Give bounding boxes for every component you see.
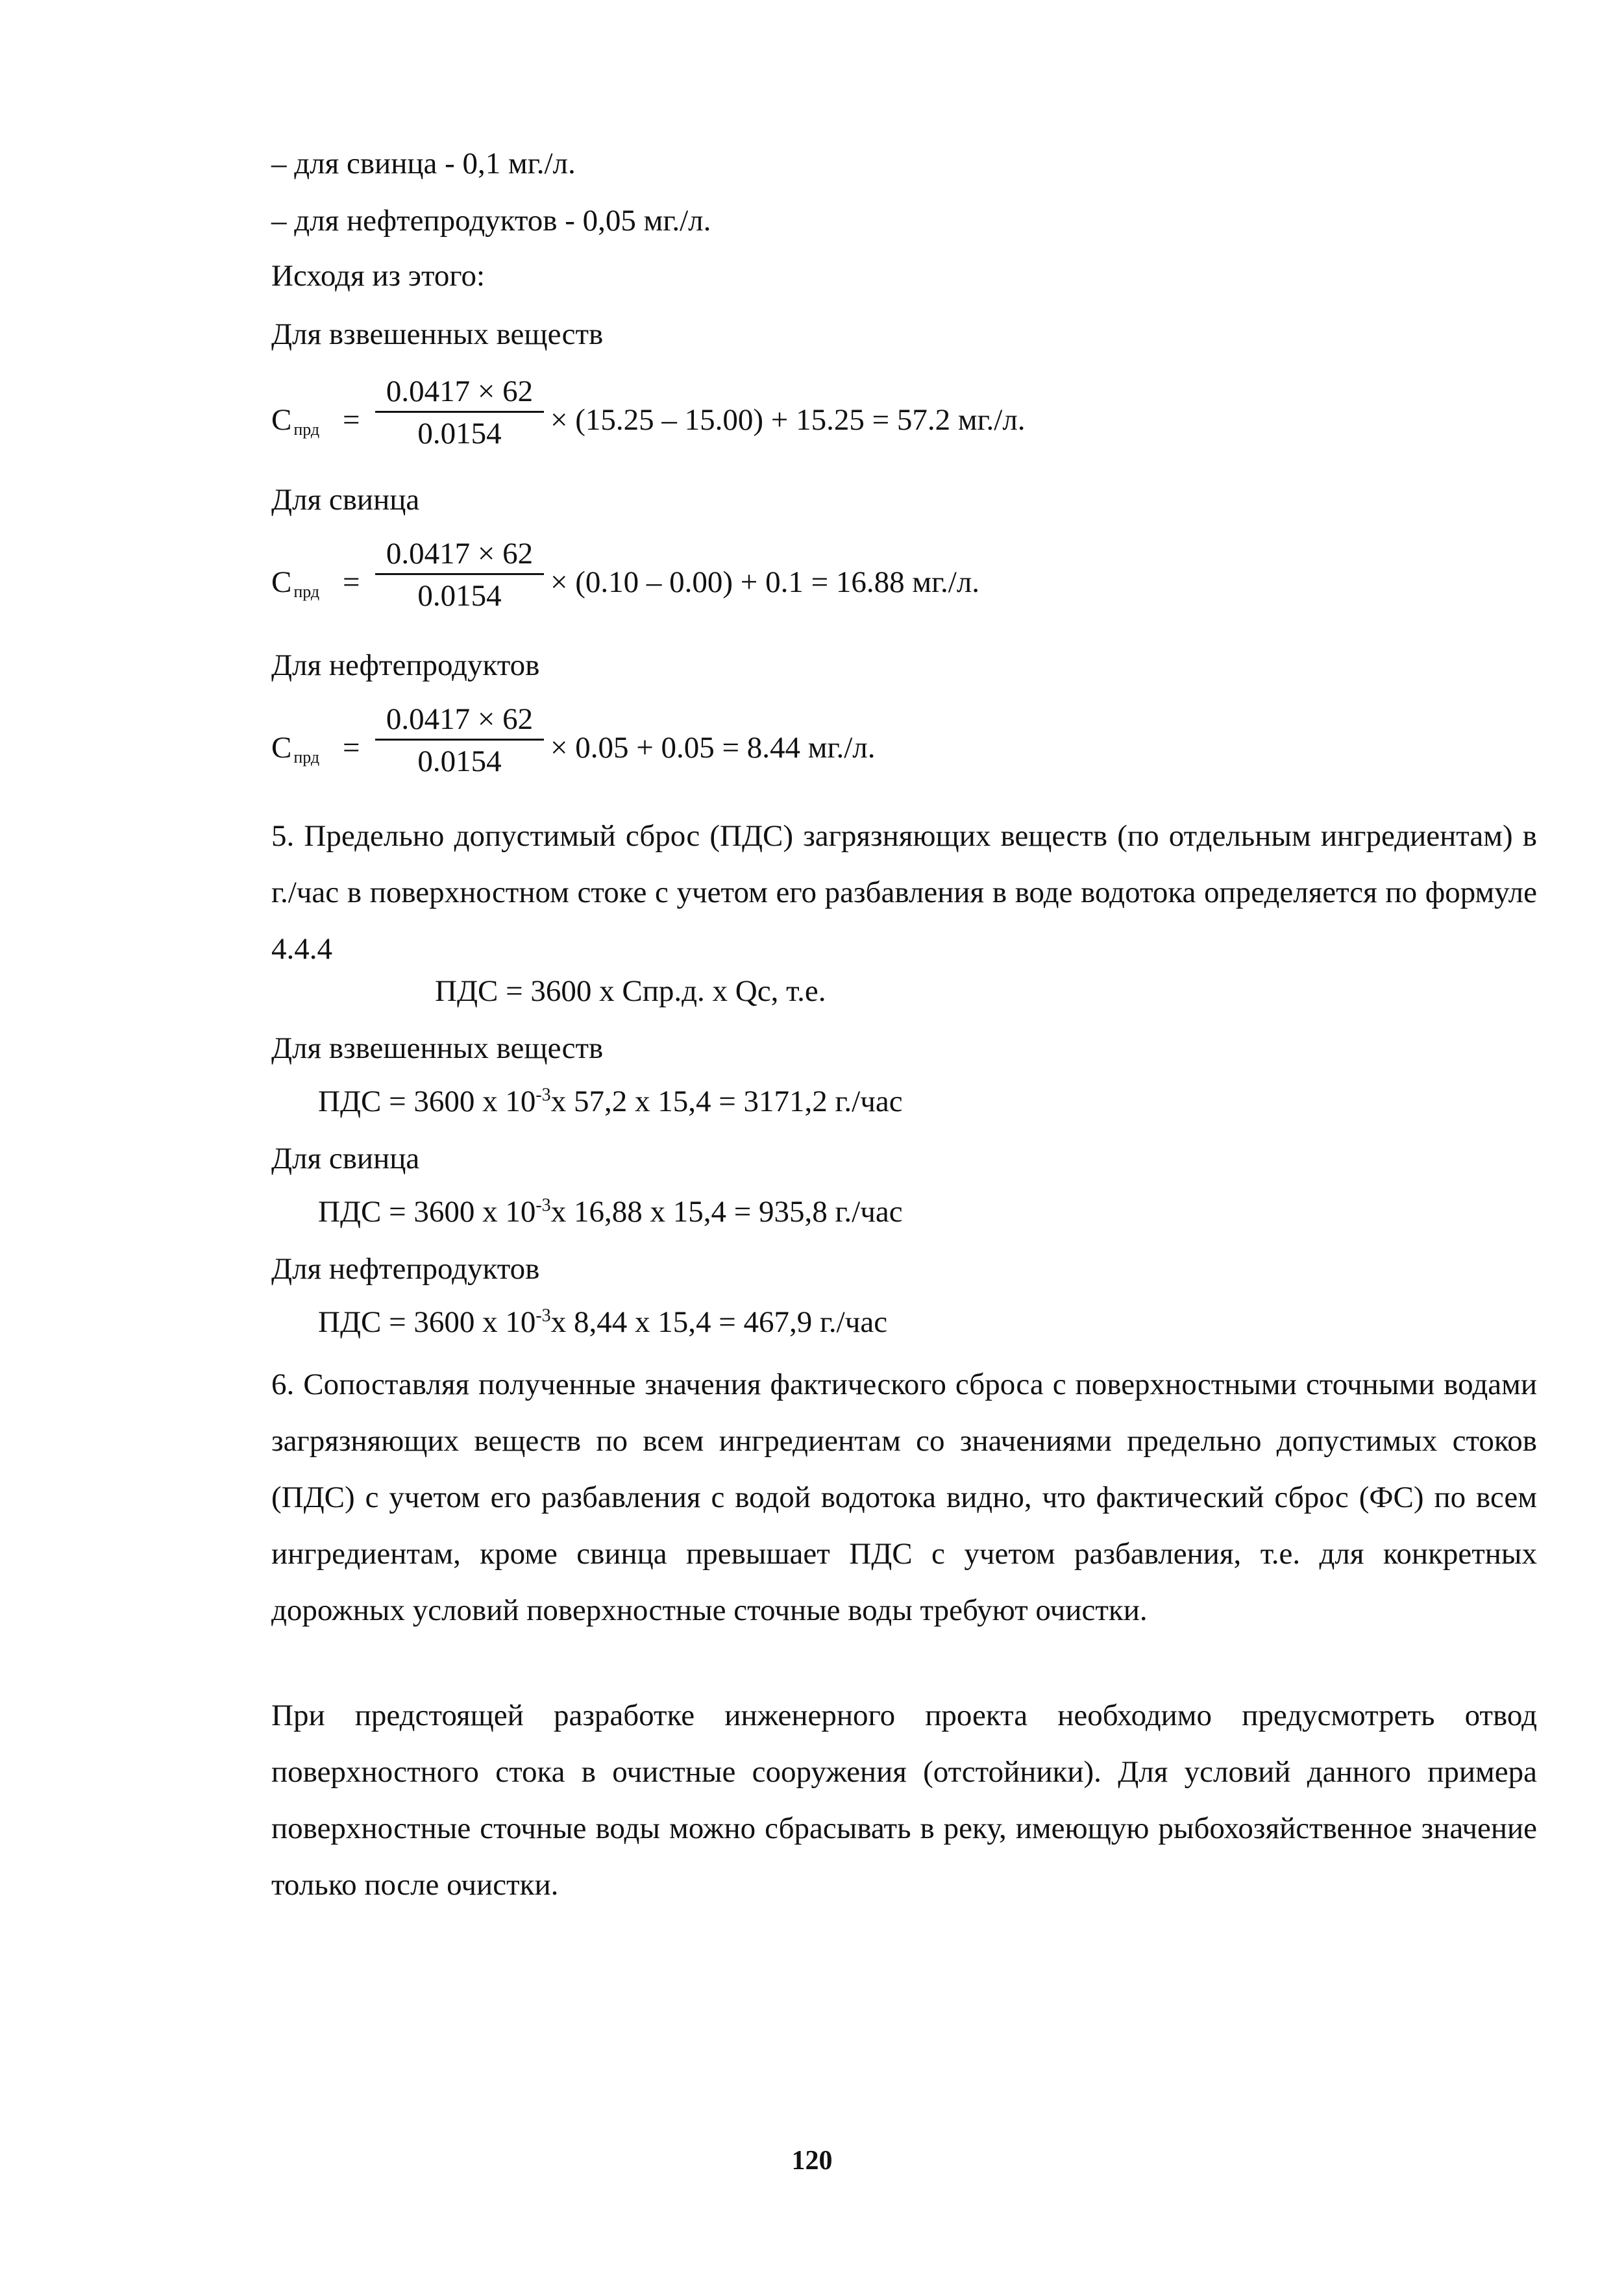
fraction-numerator: 0.0417 × 62 [386,375,534,408]
paragraph-6: 6. Сопоставляя полученные значения фактического сброса с поверхностными сточными водами загрязняющих веществ по всем ингредиентам со значениями предельно допустимых стоков (ПДС) с учетом его разбавления с водой водотока видно, что фактический сброс (ФС) по всем ингредиентам, кроме свинца превышает ПДС с учетом разбавления, т.е. для конкретных дорожных условий поверхностные сточные воды требуют очистки. [271,1368,1537,1627]
formula-remainder: × (0.10 – 0.00) + 0.1 = 16.88 мг./л. [550,565,980,599]
pds-heading-oil: Для нефтепродуктов [271,1252,540,1286]
pds-calc-suspended: ПДС = 3600 х $10^{-3}х$ 57,2 х 15,4 = 3171,2 г./час [318,1085,903,1118]
formula-c-variable: C $_{прд}$ [271,731,320,767]
formula-c-variable: C $_{прд}$ [271,565,320,601]
fraction-denominator: 0.0154 [417,744,502,778]
paragraph-5: 5. Предельно допустимый сброс (ПДС) загрязняющих веществ (по отдельным ингредиентам) в г./час в поверхностном стоке с учетом его разбавления в воде водотока определяется по формуле 4.4.4 [271,819,1537,966]
bullet-oil-limit: – для нефтепродуктов - 0,05 мг./л. [271,204,711,238]
paragraph-7: При предстоящей разработке инженерного проекта необходимо предусмотреть отвод поверхностного стока в очистные сооружения (отстойники). Для условий данного примера поверхностные сточные воды можно сбрасывать в реку, имеющую рыбохозяйственное значение только после очистки. [271,1699,1537,1902]
formula-fraction [375,701,544,780]
bullet-lead-limit: – для свинца - 0,1 мг./л. [271,147,576,180]
fraction-bar [375,573,544,575]
formula-equals: = [343,731,360,765]
pds-calc-lead: ПДС = 3600 х $10^{-3}х$ 16,88 х 15,4 = 935,8 г./час [318,1195,903,1229]
formula-fraction [375,535,544,614]
formula-equals: = [343,403,360,437]
fraction-denominator: 0.0154 [417,417,502,450]
pds-heading-suspended: Для взвешенных веществ [271,1031,604,1065]
hence-text: Исходя из этого: [271,259,486,293]
page-number: 120 [791,2146,833,2176]
heading-oil: Для нефтепродуктов [271,648,540,682]
formula-c-variable: C $_{прд}$ [271,403,320,439]
pds-heading-lead: Для свинца [271,1142,420,1175]
formula-fraction [375,373,544,452]
formula-equals: = [343,565,360,599]
fraction-bar [375,411,544,413]
fraction-bar [375,739,544,741]
formula-remainder: × (15.25 – 15.00) + 15.25 = 57.2 мг./л. [550,403,1026,437]
fraction-denominator: 0.0154 [417,579,502,613]
formula-remainder: × 0.05 + 0.05 = 8.44 мг./л. [550,731,876,765]
fraction-numerator: 0.0417 × 62 [386,702,534,736]
fraction-numerator: 0.0417 × 62 [386,537,534,571]
heading-suspended: Для взвешенных веществ [271,317,604,351]
pds-formula: ПДС = 3600 х Спр.д. х Qc, т.е. [435,974,826,1008]
pds-calc-oil: ПДС = 3600 х $10^{-3}х$ 8,44 х 15,4 = 467,9 г./час [318,1305,888,1339]
heading-lead: Для свинца [271,483,420,517]
